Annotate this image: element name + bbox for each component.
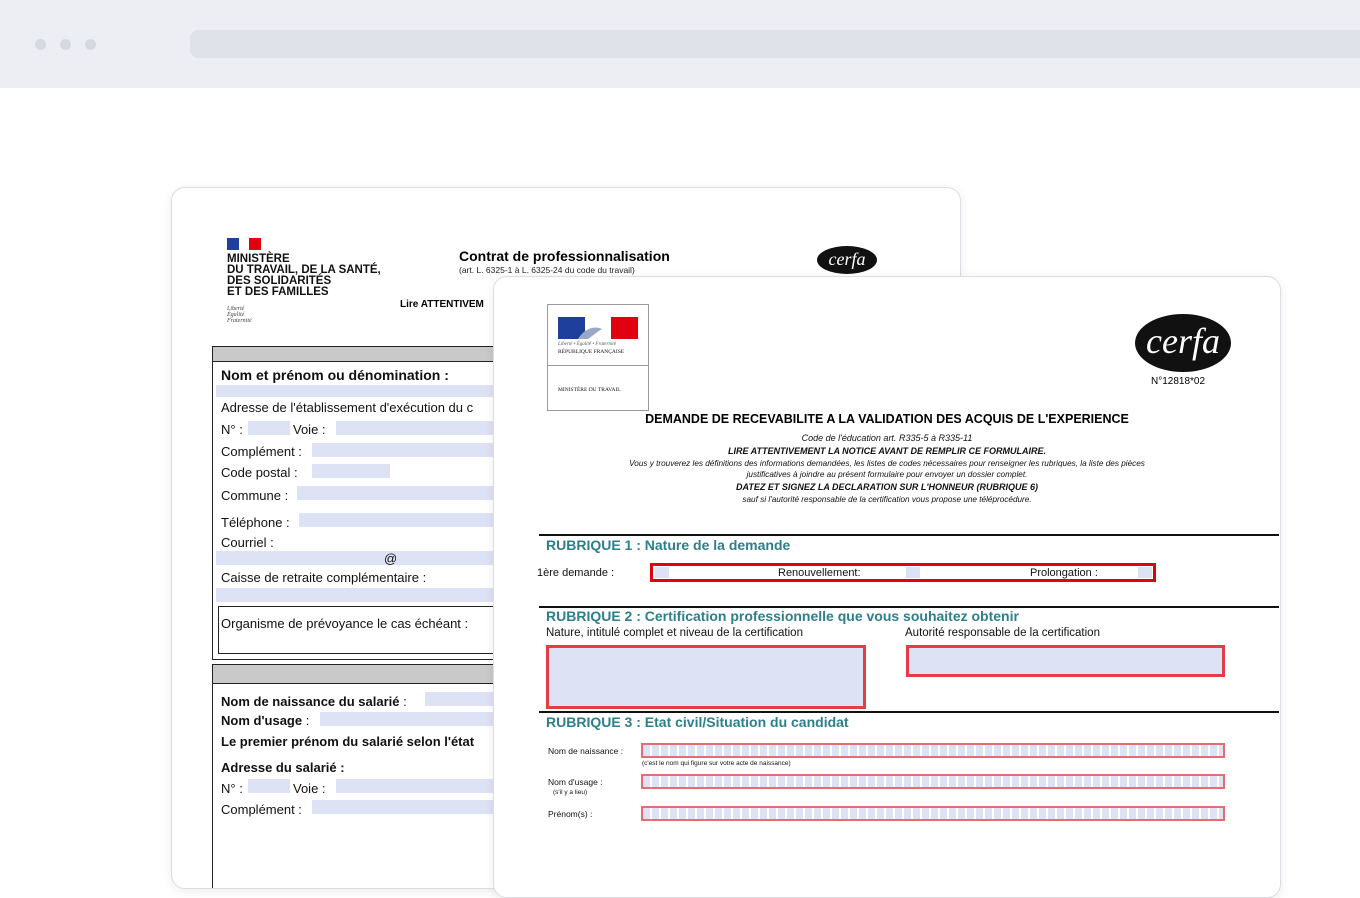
voie-field[interactable] xyxy=(336,421,496,435)
telephone-label: Téléphone : xyxy=(221,515,290,530)
nom-naissance-label: Nom de naissance : xyxy=(548,746,624,756)
telephone-field[interactable] xyxy=(299,513,496,527)
nom-denomination-label: Nom et prénom ou dénomination : xyxy=(221,367,449,383)
contrat-title: Contrat de professionnalisation xyxy=(459,248,670,264)
contrat-subtitle: (art. L. 6325-1 à L. 6325-24 du code du travail) xyxy=(459,265,635,275)
marianne-flag-icon xyxy=(227,238,261,250)
ministere-name: MINISTÈRE DU TRAVAIL, DE LA SANTÉ, DES SOLIDARITÉS ET DES FAMILLES xyxy=(227,253,381,298)
republique-logo xyxy=(547,304,649,411)
nom-usage-note: (s'il y a lieu) xyxy=(553,789,588,796)
address-bar[interactable] xyxy=(190,30,1360,58)
autorite-certification-field[interactable] xyxy=(906,645,1225,677)
renouvellement-label: Renouvellement: xyxy=(778,567,861,579)
nom-naissance-salarie-field[interactable] xyxy=(425,692,496,706)
marianne-logo-icon xyxy=(558,317,638,339)
complement-label: Complément : xyxy=(221,444,302,459)
prolongation-checkbox[interactable] xyxy=(1138,567,1152,578)
nom-usage-label: Nom d'usage : xyxy=(548,777,603,787)
numero-label: N° : xyxy=(221,422,243,437)
window-dot[interactable] xyxy=(60,39,71,50)
datez-signez: DATEZ ET SIGNEZ LA DECLARATION SUR L'HONNEUR (RUBRIQUE 6) xyxy=(736,482,1038,492)
rubrique2-title: RUBRIQUE 2 : Certification professionnelle que vous souhaitez obtenir xyxy=(546,608,1019,624)
nature-certification-field[interactable] xyxy=(546,645,866,709)
window-dot[interactable] xyxy=(35,39,46,50)
logo-ministere: MINISTÈRE DU TRAVAIL xyxy=(558,387,621,393)
nom-naissance-field[interactable] xyxy=(641,743,1225,758)
numero-field[interactable] xyxy=(248,421,290,435)
code-reference: Code de l'éducation art. R335-5 à R335-11 xyxy=(801,433,973,443)
prevoyance-label: Organisme de prévoyance le cas échéant : xyxy=(221,616,469,631)
form-title: DEMANDE DE RECEVABILITE A LA VALIDATION DES ACQUIS DE L'EXPERIENCE xyxy=(645,412,1129,426)
premiere-demande-checkbox[interactable] xyxy=(655,567,669,578)
adresse-salarie-label: Adresse du salarié : xyxy=(221,760,345,775)
courriel-field[interactable] xyxy=(216,551,496,565)
nature-certification-label: Nature, intitulé complet et niveau de la certification xyxy=(546,627,803,639)
caisse-retraite-label: Caisse de retraite complémentaire : xyxy=(221,570,427,585)
browser-toolbar xyxy=(0,0,1360,88)
section-rule xyxy=(539,534,1279,536)
code-postal-field[interactable] xyxy=(312,464,390,478)
nom-usage-field[interactable] xyxy=(641,774,1225,789)
caisse-retraite-field[interactable] xyxy=(216,588,496,602)
logo-divider xyxy=(548,365,648,366)
prenoms-field[interactable] xyxy=(641,806,1225,821)
nom-denomination-field[interactable] xyxy=(216,385,496,397)
vae-document-card xyxy=(493,276,1281,898)
devise: Liberté Égalité Fraternité xyxy=(227,306,252,324)
complement-salarie-field[interactable] xyxy=(312,800,496,814)
contrat-lire-notice: Lire ATTENTIVEM xyxy=(400,299,484,310)
logo-devise: Liberté • Égalité • Fraternité xyxy=(558,342,616,347)
courriel-label: Courriel : xyxy=(221,535,274,550)
voie-label: Voie : xyxy=(293,422,326,437)
voie-salarie-label: Voie : xyxy=(293,781,326,796)
rubrique1-title: RUBRIQUE 1 : Nature de la demande xyxy=(546,537,791,553)
premiere-demande-label: 1ère demande : xyxy=(537,567,615,579)
rubrique3-title: RUBRIQUE 3 : Etat civil/Situation du candidat xyxy=(546,714,849,730)
commune-field[interactable] xyxy=(297,486,496,500)
premier-prenom-label: Le premier prénom du salarié selon l'état xyxy=(221,734,475,749)
voie-salarie-field[interactable] xyxy=(336,779,496,793)
renouvellement-checkbox[interactable] xyxy=(906,567,920,578)
complement-field[interactable] xyxy=(312,443,496,457)
adresse-etab-label: Adresse de l'établissement d'exécution du c xyxy=(221,400,474,415)
window-dot[interactable] xyxy=(85,39,96,50)
section-header-bar xyxy=(213,347,513,362)
sauf-teleprocedure: sauf si l'autorité responsable de la certification vous propose une téléprocédure. xyxy=(742,495,1032,504)
numero-salarie-label: N° : xyxy=(221,781,243,796)
cerfa-logo: cerfa xyxy=(817,246,877,274)
intro-line-2: justificatives à joindre au présent formulaire pour envoyer un dossier complet. xyxy=(746,470,1028,479)
complement-salarie-label: Complément : xyxy=(221,802,302,817)
cerfa-logo: cerfa xyxy=(1135,314,1231,372)
nom-usage-field[interactable] xyxy=(320,712,496,726)
intro-line-1: Vous y trouverez les définitions des informations demandées, les listes de codes nécessaires pour renseigner les rubriques, la liste des pièces xyxy=(629,459,1145,468)
code-postal-label: Code postal : xyxy=(221,465,298,480)
prenoms-label: Prénom(s) : xyxy=(548,809,593,819)
cerfa-number: N°12818*02 xyxy=(1151,376,1206,387)
prolongation-label: Prolongation : xyxy=(1030,567,1098,579)
lire-notice: LIRE ATTENTIVEMENT LA NOTICE AVANT DE REMPLIR CE FORMULAIRE. xyxy=(728,446,1046,456)
at-sign: @ xyxy=(384,551,398,566)
commune-label: Commune : xyxy=(221,488,289,503)
section-rule xyxy=(539,711,1279,713)
autorite-certification-label: Autorité responsable de la certification xyxy=(905,627,1100,639)
section-header-bar xyxy=(213,665,513,684)
logo-republique: RÉPUBLIQUE FRANÇAISE xyxy=(558,349,625,355)
nom-naissance-salarie-label: Nom de naissance du salarié : xyxy=(221,694,407,709)
nom-naissance-note: (c'est le nom qui figure sur votre acte de naissance) xyxy=(642,760,791,767)
numero-salarie-field[interactable] xyxy=(248,779,290,793)
nom-usage-label: Nom d'usage : xyxy=(221,713,310,728)
